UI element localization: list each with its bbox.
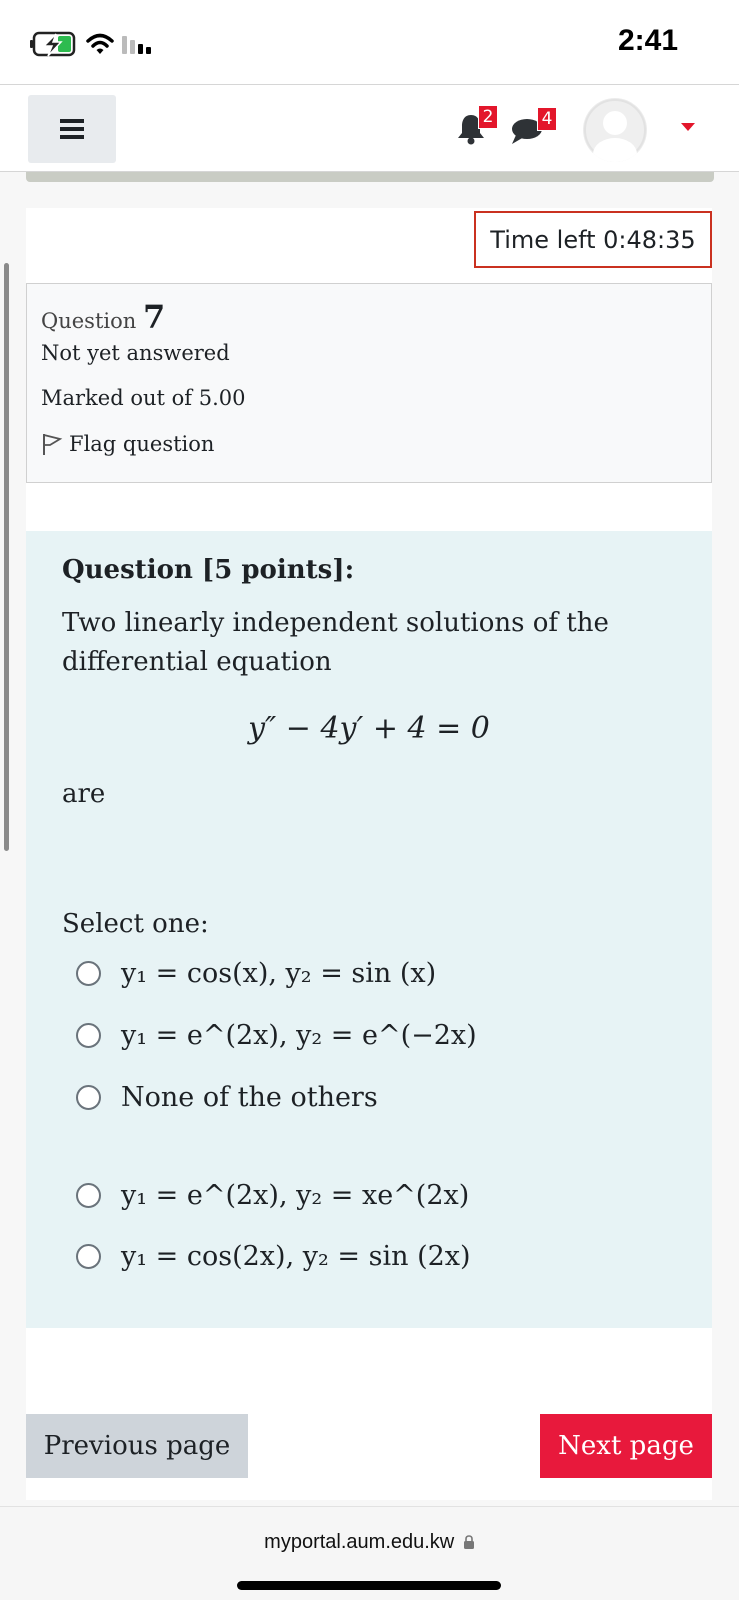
- answer-option-2[interactable]: [76, 1015, 477, 1055]
- user-avatar[interactable]: [583, 98, 647, 162]
- caret-down-icon[interactable]: [680, 121, 696, 133]
- message-count-badge: 4: [537, 107, 557, 131]
- user-avatar-icon: [583, 98, 647, 162]
- question-text-trailing: are: [62, 779, 106, 809]
- navbar: [0, 84, 739, 172]
- cellular-signal-icon: [122, 36, 156, 56]
- flag-question-link[interactable]: [41, 432, 214, 456]
- menu-button[interactable]: [28, 95, 116, 163]
- option-label: y₁ = e^(2x), y₂ = e^(−2x): [121, 1019, 477, 1051]
- differential-equation: y″ − 4y′ + 4 = 0: [248, 711, 490, 746]
- question-label: Question: [41, 309, 137, 333]
- question-text-line1: Two linearly independent solutions of the: [62, 608, 609, 638]
- option-label: None of the others: [121, 1081, 378, 1113]
- answer-option-4[interactable]: [76, 1175, 469, 1215]
- address-bar[interactable]: [0, 1531, 739, 1554]
- answer-option-1[interactable]: [76, 953, 436, 993]
- home-indicator: [237, 1581, 501, 1590]
- wifi-icon: [86, 32, 114, 56]
- timer-text: Time left 0:48:35: [490, 225, 696, 254]
- notifications-button[interactable]: [456, 105, 502, 149]
- time-left-timer: [474, 211, 712, 268]
- radio-button[interactable]: [76, 1023, 101, 1048]
- radio-button[interactable]: [76, 1244, 101, 1269]
- flag-icon: [41, 432, 63, 456]
- radio-button[interactable]: [76, 1183, 101, 1208]
- question-info: [26, 283, 712, 483]
- flag-question-label: Flag question: [69, 432, 215, 456]
- question-label-row: [41, 298, 165, 336]
- answer-option-3[interactable]: [76, 1077, 378, 1117]
- status-bar: [0, 0, 739, 84]
- question-heading: Question [5 points]:: [62, 555, 355, 585]
- select-one-prompt: Select one:: [62, 909, 209, 939]
- radio-button[interactable]: [76, 961, 101, 986]
- option-label: y₁ = cos(2x), y₂ = sin (2x): [121, 1240, 471, 1272]
- battery-charging-icon: [28, 30, 80, 58]
- option-label: y₁ = e^(2x), y₂ = xe^(2x): [121, 1179, 470, 1211]
- question-number: 7: [142, 298, 166, 336]
- question-state: Not yet answered: [41, 341, 230, 365]
- answer-option-5[interactable]: [76, 1236, 471, 1276]
- header-image-strip: [26, 172, 714, 182]
- hamburger-icon: [60, 117, 84, 141]
- clock-time: 2:41: [618, 24, 679, 57]
- url-text: myportal.aum.edu.kw: [264, 1531, 455, 1553]
- page-scrollbar[interactable]: [4, 263, 9, 851]
- browser-bottom-bar: [0, 1506, 739, 1600]
- question-text-line2: differential equation: [62, 647, 332, 677]
- option-label: y₁ = cos(x), y₂ = sin (x): [121, 957, 437, 989]
- question-grade: Marked out of 5.00: [41, 386, 246, 410]
- messages-button[interactable]: [510, 105, 558, 149]
- lock-icon: [463, 1535, 475, 1549]
- notification-count-badge: 2: [478, 105, 498, 129]
- next-page-button[interactable]: Next page: [540, 1414, 712, 1478]
- previous-page-button[interactable]: Previous page: [26, 1414, 248, 1478]
- question-formulation: [26, 531, 712, 1328]
- radio-button[interactable]: [76, 1085, 101, 1110]
